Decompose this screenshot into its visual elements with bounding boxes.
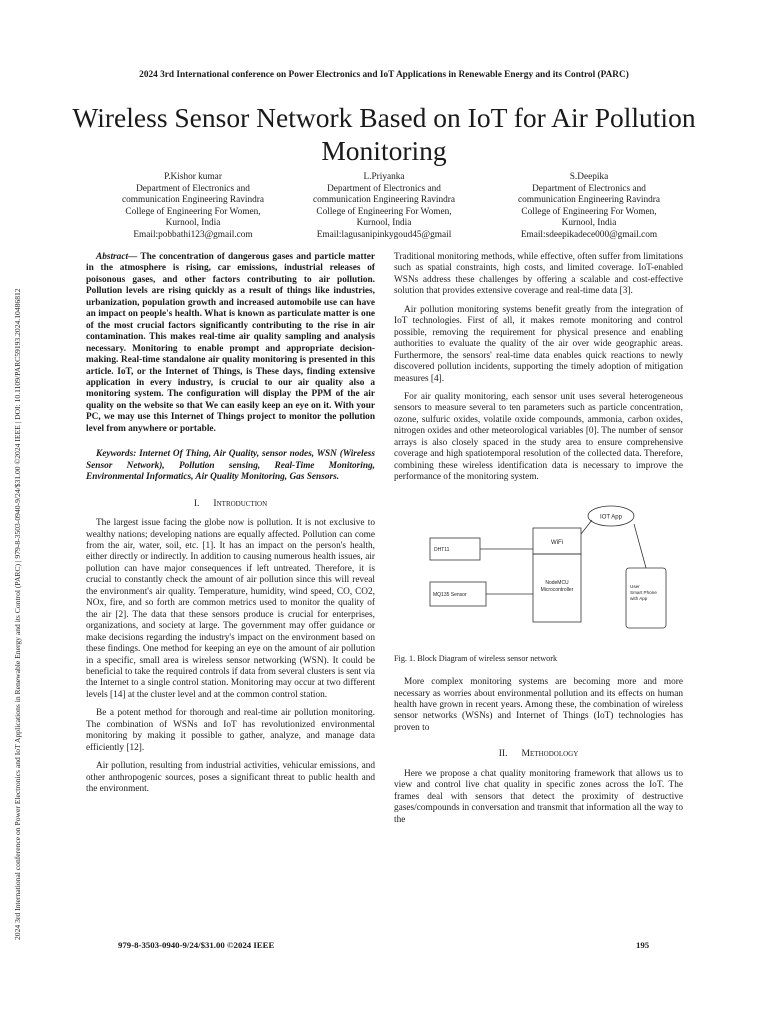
author-block-2 xyxy=(284,172,484,242)
section-title: Introduction xyxy=(213,497,268,509)
smartphone-label: Smart Phone xyxy=(630,589,657,595)
paragraph: Air pollution, resulting from industrial activities, vehicular emissions, and other anthropogenic sources, poses a significant threat to public health and the environment. xyxy=(86,761,375,795)
author-college: College of Engineering For Women, xyxy=(316,206,452,217)
author-city: Kurnool, India xyxy=(356,218,412,229)
author-name: S.Deepika xyxy=(569,172,609,182)
paragraph: Here we propose a chat quality monitoring framework that allows us to view and control live chat quality in specific zones across the IoT. The frames deal with sensors that detect the proximity of destructive gases/compounds in conversation and transmit that information all the way to the xyxy=(394,768,683,825)
block-diagram-figure xyxy=(424,500,684,645)
paper-title: Wireless Sensor Network Based on IoT for Air Pollution Monitoring xyxy=(72,102,696,166)
author-dept: communication Engineering Ravindra xyxy=(518,195,660,206)
right-column xyxy=(394,252,683,826)
figure-caption: Fig. 1. Block Diagram of wireless sensor network xyxy=(394,653,558,663)
section-heading-methodology xyxy=(394,748,683,759)
mq135-label: MQ135 Sensor xyxy=(433,591,467,598)
iot-app-label: IOT App xyxy=(600,514,622,521)
dht11-label: DHT11 xyxy=(434,546,450,553)
author-email: Email:lagusanipinkygoud45@gmail xyxy=(316,229,452,240)
section-number: I. xyxy=(193,497,200,509)
author-college: College of Engineering For Women, xyxy=(125,206,261,217)
paragraph: More complex monitoring systems are becoming more and more necessary as worries about environmental pollution and its effects on human health have grown in recent years. Among these, the combination of wireless sensor networks (WSNs) and Internet of Things (IoT) technologies has proven to xyxy=(394,677,683,733)
author-dept: Department of Electronics and xyxy=(136,183,250,194)
paragraph: Air pollution monitoring systems benefit greatly from the integration of IoT technologies. First of all, it makes remote monitoring and control possible, removing the requirement for physical presence and enabling authorities to evaluate the quality of the air over wide geographic areas. Furthermore, the sensors' real-time data enables quick reactions to newly discovered pollution incidents, supporting the timely adoption of mitigation measures [4]. xyxy=(394,304,683,384)
nodemcu-label: NodeMCU xyxy=(545,579,569,586)
author-block-1 xyxy=(93,172,293,242)
author-dept: Department of Electronics and xyxy=(327,183,441,194)
connector-line xyxy=(634,524,646,568)
abstract-label: Abstract— xyxy=(96,252,138,262)
abstract xyxy=(86,252,375,435)
section-heading-introduction xyxy=(86,498,375,509)
paragraph: For air quality monitoring, each sensor unit uses several heterogeneous sensors to measure several to ten parameters such as particle concentration, ozone, sulfuric oxides, volatile oxide compounds, ammonia, carbon oxides, nitrogen oxides and other meteorological variables [0]. The number of sensor arrays is also closely spaced in the study area to ensure comprehensive coverage and high spatiotemporal resolution of the collected data. Therefore, combining these wireless identification data is necessary to improve the performance of the monitoring system. xyxy=(394,391,683,483)
paragraph: Traditional monitoring methods, while effective, often suffer from limitations such as spatial constraints, high costs, and limited coverage. IoT-enabled WSNs address these challenges by offering a scalable and cost-effective solution that provides extensive coverage and real-time data [3]. xyxy=(394,252,683,297)
wifi-label: WiFi xyxy=(551,539,563,546)
with-app-label: with App xyxy=(630,595,648,601)
left-column xyxy=(86,252,375,795)
section-number: II. xyxy=(498,748,508,760)
author-dept: Department of Electronics and xyxy=(532,183,646,194)
author-email: Email:sdeepikadece000@gmail.com xyxy=(520,229,658,240)
author-city: Kurnool, India xyxy=(165,218,221,229)
author-block-3 xyxy=(489,172,689,242)
block-diagram xyxy=(424,500,684,645)
author-name: L.Priyanka xyxy=(363,172,405,182)
page-number: 195 xyxy=(636,940,650,950)
side-margin-citation: 2024 3rd International conference on Power Electronics and IoT Applications in Renewable Energy and its Control (PARC) | 979-8-3503-0940-9/24/$31.00 ©2024 IEEE | DOI: 10.1109/PARC59193.2024.10486812 xyxy=(13,288,22,940)
author-email: Email:pobbathi123@gmail.com xyxy=(133,229,253,240)
author-college: College of Engineering For Women, xyxy=(521,206,657,217)
section-title: Methodology xyxy=(521,748,579,760)
user-label: User xyxy=(630,583,640,589)
abstract-text: The concentration of dangerous gases and particle matter in the atmosphere is rising, car emissions, industrial releases of poisonous gases, and other factors contributing to air pollution. Pollution levels are rising quickly as a result of things like industries, urbanization, population growth and increased automobile use can have an impact on people's health. What is known as particulate matter is one of the most crucial factors significantly contributing to the rise in air contamination. This makes real-time air quality sampling and analysis necessary. Monitoring to enable prompt and appropriate decision-making. Real-time standalone air quality monitoring is presented in this article. IoT, or the Internet of Things, is These days, finding extensive application in every industry, is crucial to our air quality also a monitoring system. The configuration will display the PPM of the air quality on the website so that We can easily keep an eye on it. With your PC, we may use this Internet of Things project to monitor the pollution level from anywhere or portable. xyxy=(86,252,375,434)
paragraph: The largest issue facing the globe now is pollution. It is not exclusive to wealthy nations; developing nations are equally affected. Pollution can come from the air, water, soil, etc. [1]. It has an impact on the person's health, either directly or indirectly. In addition to causing numerous health issues, air pollution can have major consequences if left untreated. Therefore, it is crucial to constantly check the amount of air pollution since this will reveal the environment's air quality. Temperature, humidity, wind speed, CO, CO2, NOx, fire, and so forth are common metrics used to monitor the quality of the air [2]. The data that these sensors produce is crucial for enterprises, organizations, and society at large. The government may offer guidance or make decisions regarding the industry's impact on the environment based on these findings. One method for keeping an eye on the amount of air pollution in a specific, small area is wireless sensor networking (WSN). It could be beneficial to take the required controls if data from several clusters is sent via the Internet to a single control station. Monitoring may occur at two different levels [14] at the cluster level and at the common control station. xyxy=(86,518,375,700)
paragraph: Be a potent method for thorough and real-time air pollution monitoring. The combination of WSNs and IoT has revolutionized environmental monitoring by making it possible to gather, analyze, and manage data efficiently [12]. xyxy=(86,708,375,753)
microcontroller-label: Microcontroller xyxy=(540,586,574,593)
connector-line xyxy=(581,520,592,534)
keywords: Keywords: Internet Of Thing, Air Quality, sensor nodes, WSN (Wireless Sensor Network), Pollution sensing, Real-Time Monitoring, Environmental Informatics, Air Quality Monitoring, Gas Sensors. xyxy=(86,449,375,483)
footer-copyright: 979-8-3503-0940-9/24/$31.00 ©2024 IEEE xyxy=(118,940,275,950)
author-name: P.Kishor kumar xyxy=(164,172,222,182)
author-dept: communication Engineering Ravindra xyxy=(122,195,264,206)
conference-header: 2024 3rd International conference on Power Electronics and IoT Applications in Renewable Energy and its Control (PARC) xyxy=(139,70,629,80)
author-city: Kurnool, India xyxy=(561,218,617,229)
author-dept: communication Engineering Ravindra xyxy=(313,195,455,206)
